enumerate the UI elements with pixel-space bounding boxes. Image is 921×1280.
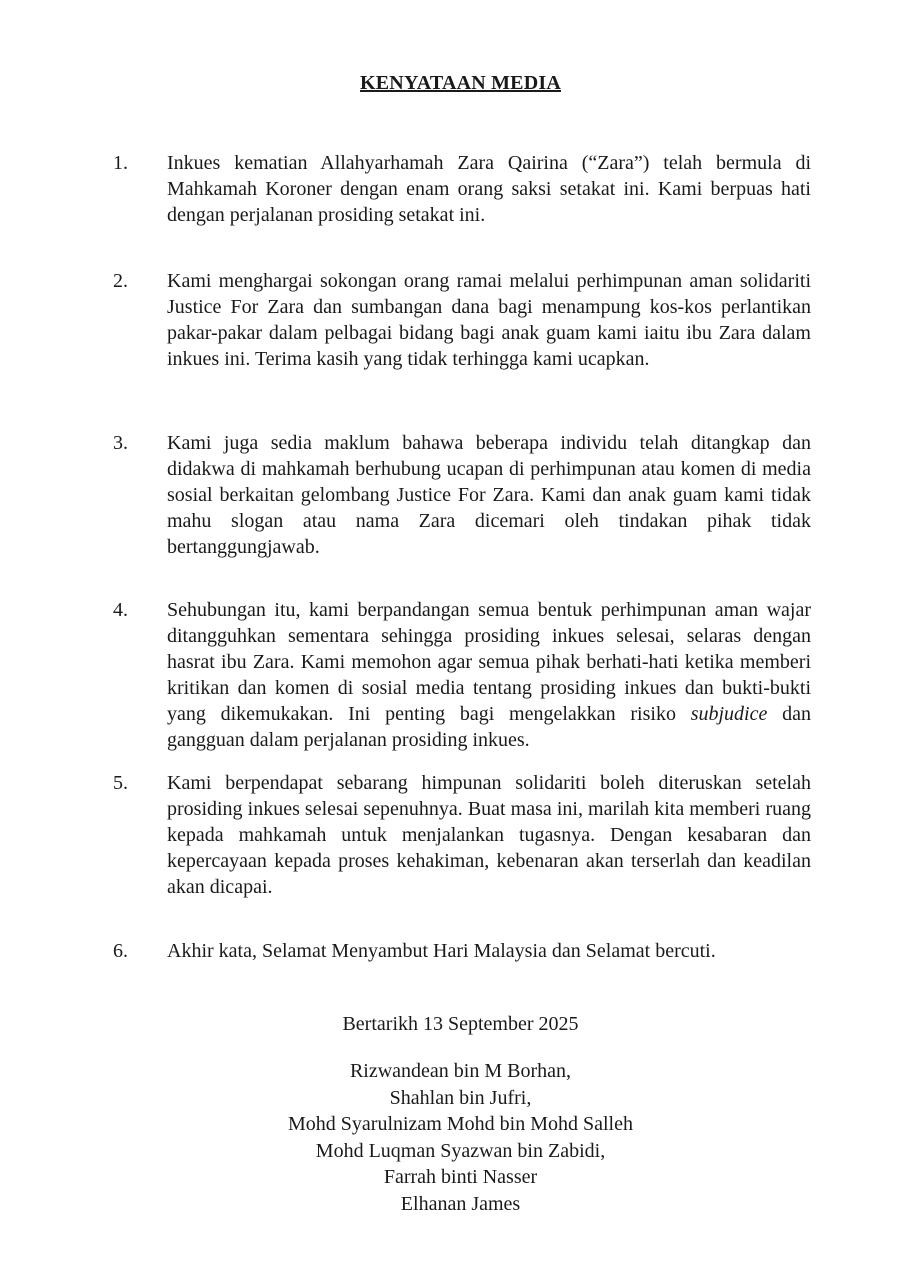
signatory-name: Shahlan bin Jufri, bbox=[389, 1086, 532, 1109]
paragraph-text: Kami menghargai sokongan orang ramai melalui perhimpunan aman solidariti Justice For Zara dan sumbangan dana bagi menampung kos-kos perlantikan pakar-pakar dalam pelbagai bidang bagi anak guam kami iaitu ibu Zara dalam inkues ini. Terima kasih yang tidak terhingga kami ucapkan. bbox=[167, 270, 811, 370]
signatory-name: Farrah binti Nasser bbox=[383, 1166, 538, 1188]
paragraph-number: 6. bbox=[113, 940, 128, 962]
paragraph-number: 3. bbox=[113, 432, 128, 454]
paragraph-text-part: dan gangguan dalam perjalanan prosiding inkues. bbox=[167, 703, 811, 751]
paragraph-text: Akhir kata, Selamat Menyambut Hari Malaysia dan Selamat bercuti. bbox=[167, 940, 716, 962]
signatories-list bbox=[0, 1058, 921, 1217]
signatory-name: Mohd Luqman Syazwan bin Zabidi, bbox=[315, 1139, 606, 1162]
page-title: KENYATAAN MEDIA bbox=[360, 72, 561, 94]
paragraph-text: Kami berpendapat sebarang himpunan solidariti boleh diteruskan setelah prosiding inkues selesai sepenuhnya. Buat masa ini, marilah kita memberi ruang kepada mahkamah untuk menjalankan tugasnya. Dengan kesabaran dan kepercayaan kepada proses kehakiman, kebenaran akan terserlah dan keadilan akan dicapai. bbox=[167, 772, 811, 898]
paragraph-text: Inkues kematian Allahyarhamah Zara Qairina (“Zara”) telah bermula di Mahkamah Koroner dengan enam orang saksi setakat ini. Kami berpuas hati dengan perjalanan prosiding setakat ini. bbox=[167, 152, 811, 226]
paragraph-number: 1. bbox=[113, 152, 128, 174]
signatory-name: Mohd Syarulnizam Mohd bin Mohd Salleh bbox=[288, 1113, 633, 1135]
signatory-name: Elhanan James bbox=[400, 1192, 521, 1215]
paragraph-number: 4. bbox=[113, 599, 128, 621]
paragraph-number: 5. bbox=[113, 772, 128, 794]
signatory-name: Rizwandean bin M Borhan, bbox=[349, 1060, 572, 1082]
paragraph-text-part: Sehubungan itu, kami berpandangan semua bentuk perhimpunan aman wajar ditangguhkan sementara sehingga prosiding inkues selesai, selaras dengan hasrat ibu Zara. Kami memohon agar semua pihak berhati-hati ketika memberi kritikan dan komen di sosial media tentang prosiding inkues dan bukti-bukti yang dikemukakan. Ini penting bagi mengelakkan risiko bbox=[167, 599, 811, 725]
subjudice-term: subjudice bbox=[690, 703, 768, 725]
paragraph-text: Kami juga sedia maklum bahawa beberapa individu telah ditangkap dan didakwa di mahkamah berhubung ucapan di perhimpunan atau komen di media sosial berkaitan gelombang Justice For Zara. Kami dan anak guam kami tidak mahu slogan atau nama Zara dicemari oleh tindakan pihak tidak bertanggungjawab. bbox=[167, 432, 811, 558]
paragraph-number: 2. bbox=[113, 270, 128, 292]
document-date: Bertarikh 13 September 2025 bbox=[342, 1013, 579, 1035]
paragraph-text bbox=[167, 597, 811, 753]
